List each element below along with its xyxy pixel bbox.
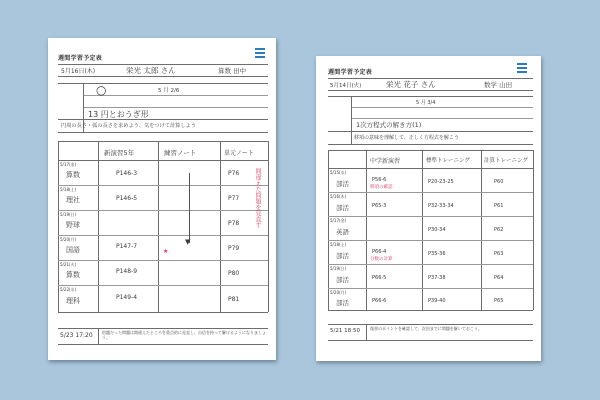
footer-date: 5/23 17:20 bbox=[60, 332, 93, 339]
row-cell: P56-6 bbox=[372, 177, 387, 183]
arrow-down-icon: ▼ bbox=[185, 238, 191, 246]
row-cell: P65 bbox=[494, 298, 504, 304]
row-cell: P37-38 bbox=[428, 275, 446, 281]
logo-icon bbox=[254, 47, 266, 59]
row-cell: P62 bbox=[494, 227, 504, 233]
red-annotation: 移項の確認 bbox=[370, 185, 393, 190]
row-subject: 理社 bbox=[66, 196, 80, 204]
goal-field: 1次方程式の解き方(1) bbox=[356, 121, 422, 129]
day-label: 5/21(火) bbox=[60, 262, 77, 267]
worksheet-left bbox=[48, 38, 276, 360]
col-header-3: 計算トレーニング bbox=[484, 158, 528, 164]
row-cell: P30-34 bbox=[428, 227, 446, 233]
day-label: 5/19(日) bbox=[60, 212, 77, 217]
date-field: 5月14日(火) bbox=[330, 83, 362, 89]
row-cell: P66-6 bbox=[372, 298, 387, 304]
student-name: 栄光 太郎 さん bbox=[126, 66, 176, 75]
row-cell: P35-36 bbox=[428, 251, 446, 257]
row-cell: P80 bbox=[228, 270, 240, 277]
logo-icon bbox=[516, 62, 528, 74]
day-label: 5/18(土) bbox=[330, 242, 347, 247]
teacher-field: 数学 山田 bbox=[484, 81, 513, 89]
row-cell: P149-4 bbox=[116, 294, 138, 301]
goal-field: 13 円とおうぎ形 bbox=[88, 110, 149, 119]
row-subject: 部活 bbox=[336, 276, 349, 284]
row-subject: 理科 bbox=[66, 297, 80, 305]
day-label: 5/15(水) bbox=[330, 170, 347, 175]
row-cell: P66-5 bbox=[372, 275, 387, 281]
arrow-line bbox=[189, 173, 190, 243]
row-cell: P63 bbox=[494, 251, 504, 257]
col-header-1: 中学新演習 bbox=[370, 158, 401, 165]
row-subject: 英語 bbox=[336, 228, 349, 236]
day-label: 5/17(金) bbox=[60, 162, 77, 167]
row-cell: P81 bbox=[228, 296, 240, 303]
memo-field: 移項の意味を理解して、正しく方程式を解こう bbox=[354, 135, 459, 141]
sheet-title: 週間学習予定表 bbox=[58, 55, 103, 62]
row-cell: P60 bbox=[494, 179, 504, 185]
row-cell: P146-3 bbox=[116, 170, 138, 177]
day-label: 5/19(日) bbox=[330, 266, 347, 271]
row-cell: P146-5 bbox=[116, 195, 138, 202]
row-cell: P76 bbox=[228, 170, 240, 177]
row-subject: 部活 bbox=[336, 299, 349, 307]
row-subject: 算数 bbox=[66, 271, 80, 279]
footer-comment: 復習のポイントを確認して、次回までに問題を解いておこう。 bbox=[370, 326, 482, 331]
circle-mark: ○ bbox=[96, 83, 107, 97]
period-field: 5 月 2/6 bbox=[158, 88, 180, 94]
row-subject: 算数 bbox=[66, 171, 80, 179]
row-subject: 国語 bbox=[66, 246, 80, 254]
col-header-2: 標準トレーニング bbox=[426, 158, 470, 164]
row-cell: P148-9 bbox=[116, 268, 138, 275]
row-cell: P32-33-34 bbox=[428, 203, 454, 209]
day-label: 5/18(土) bbox=[60, 187, 77, 192]
row-cell: P64 bbox=[494, 275, 504, 281]
row-cell: P77 bbox=[228, 195, 240, 202]
row-cell: P79 bbox=[228, 245, 240, 252]
row-subject: 部活 bbox=[336, 252, 349, 260]
student-name: 栄光 花子 さん bbox=[386, 80, 436, 89]
col-header-2: 練習ノート bbox=[164, 149, 197, 157]
day-label: 5/22(水) bbox=[60, 287, 77, 292]
sheet-title: 週間学習予定表 bbox=[328, 69, 373, 76]
footer-date: 5/21 18:50 bbox=[330, 328, 360, 334]
row-cell: P78 bbox=[228, 220, 240, 227]
footer-comment: 宿題だった問題は間違えたところを重点的に見直し、自信を持って解けるようになりましょう。 bbox=[102, 330, 266, 340]
red-annotation: 分数の計算 bbox=[370, 257, 393, 262]
date-field: 5月16日(木) bbox=[61, 68, 96, 75]
row-cell: P39-40 bbox=[428, 298, 446, 304]
col-header-3: 単元ノート bbox=[224, 150, 254, 157]
red-mark: ★ bbox=[163, 248, 169, 255]
row-cell: P61 bbox=[494, 203, 504, 209]
teacher-field: 算数 田中 bbox=[218, 67, 247, 75]
row-cell: P65-3 bbox=[372, 203, 387, 209]
day-label: 5/17(金) bbox=[330, 218, 347, 223]
row-subject: 部活 bbox=[336, 204, 349, 212]
red-annotation: 間違えた問題を見直す bbox=[254, 168, 261, 228]
row-subject: 部活 bbox=[336, 180, 349, 188]
day-label: 5/16(木) bbox=[330, 194, 347, 199]
row-cell: P147-7 bbox=[116, 243, 138, 250]
period-field: 5 月 3/4 bbox=[416, 100, 436, 106]
day-label: 5/20(月) bbox=[330, 290, 347, 295]
row-cell: P20-23-25 bbox=[428, 179, 454, 185]
memo-field: 円周の長さ・弧の長さを求めよう、気をつけて計算しよう bbox=[61, 123, 196, 129]
col-header-1: 新演習5年 bbox=[104, 149, 135, 157]
row-cell: P66-4 bbox=[372, 249, 387, 255]
row-subject: 野球 bbox=[66, 221, 80, 229]
worksheet-right bbox=[316, 56, 541, 361]
day-label: 5/20(月) bbox=[60, 237, 77, 242]
